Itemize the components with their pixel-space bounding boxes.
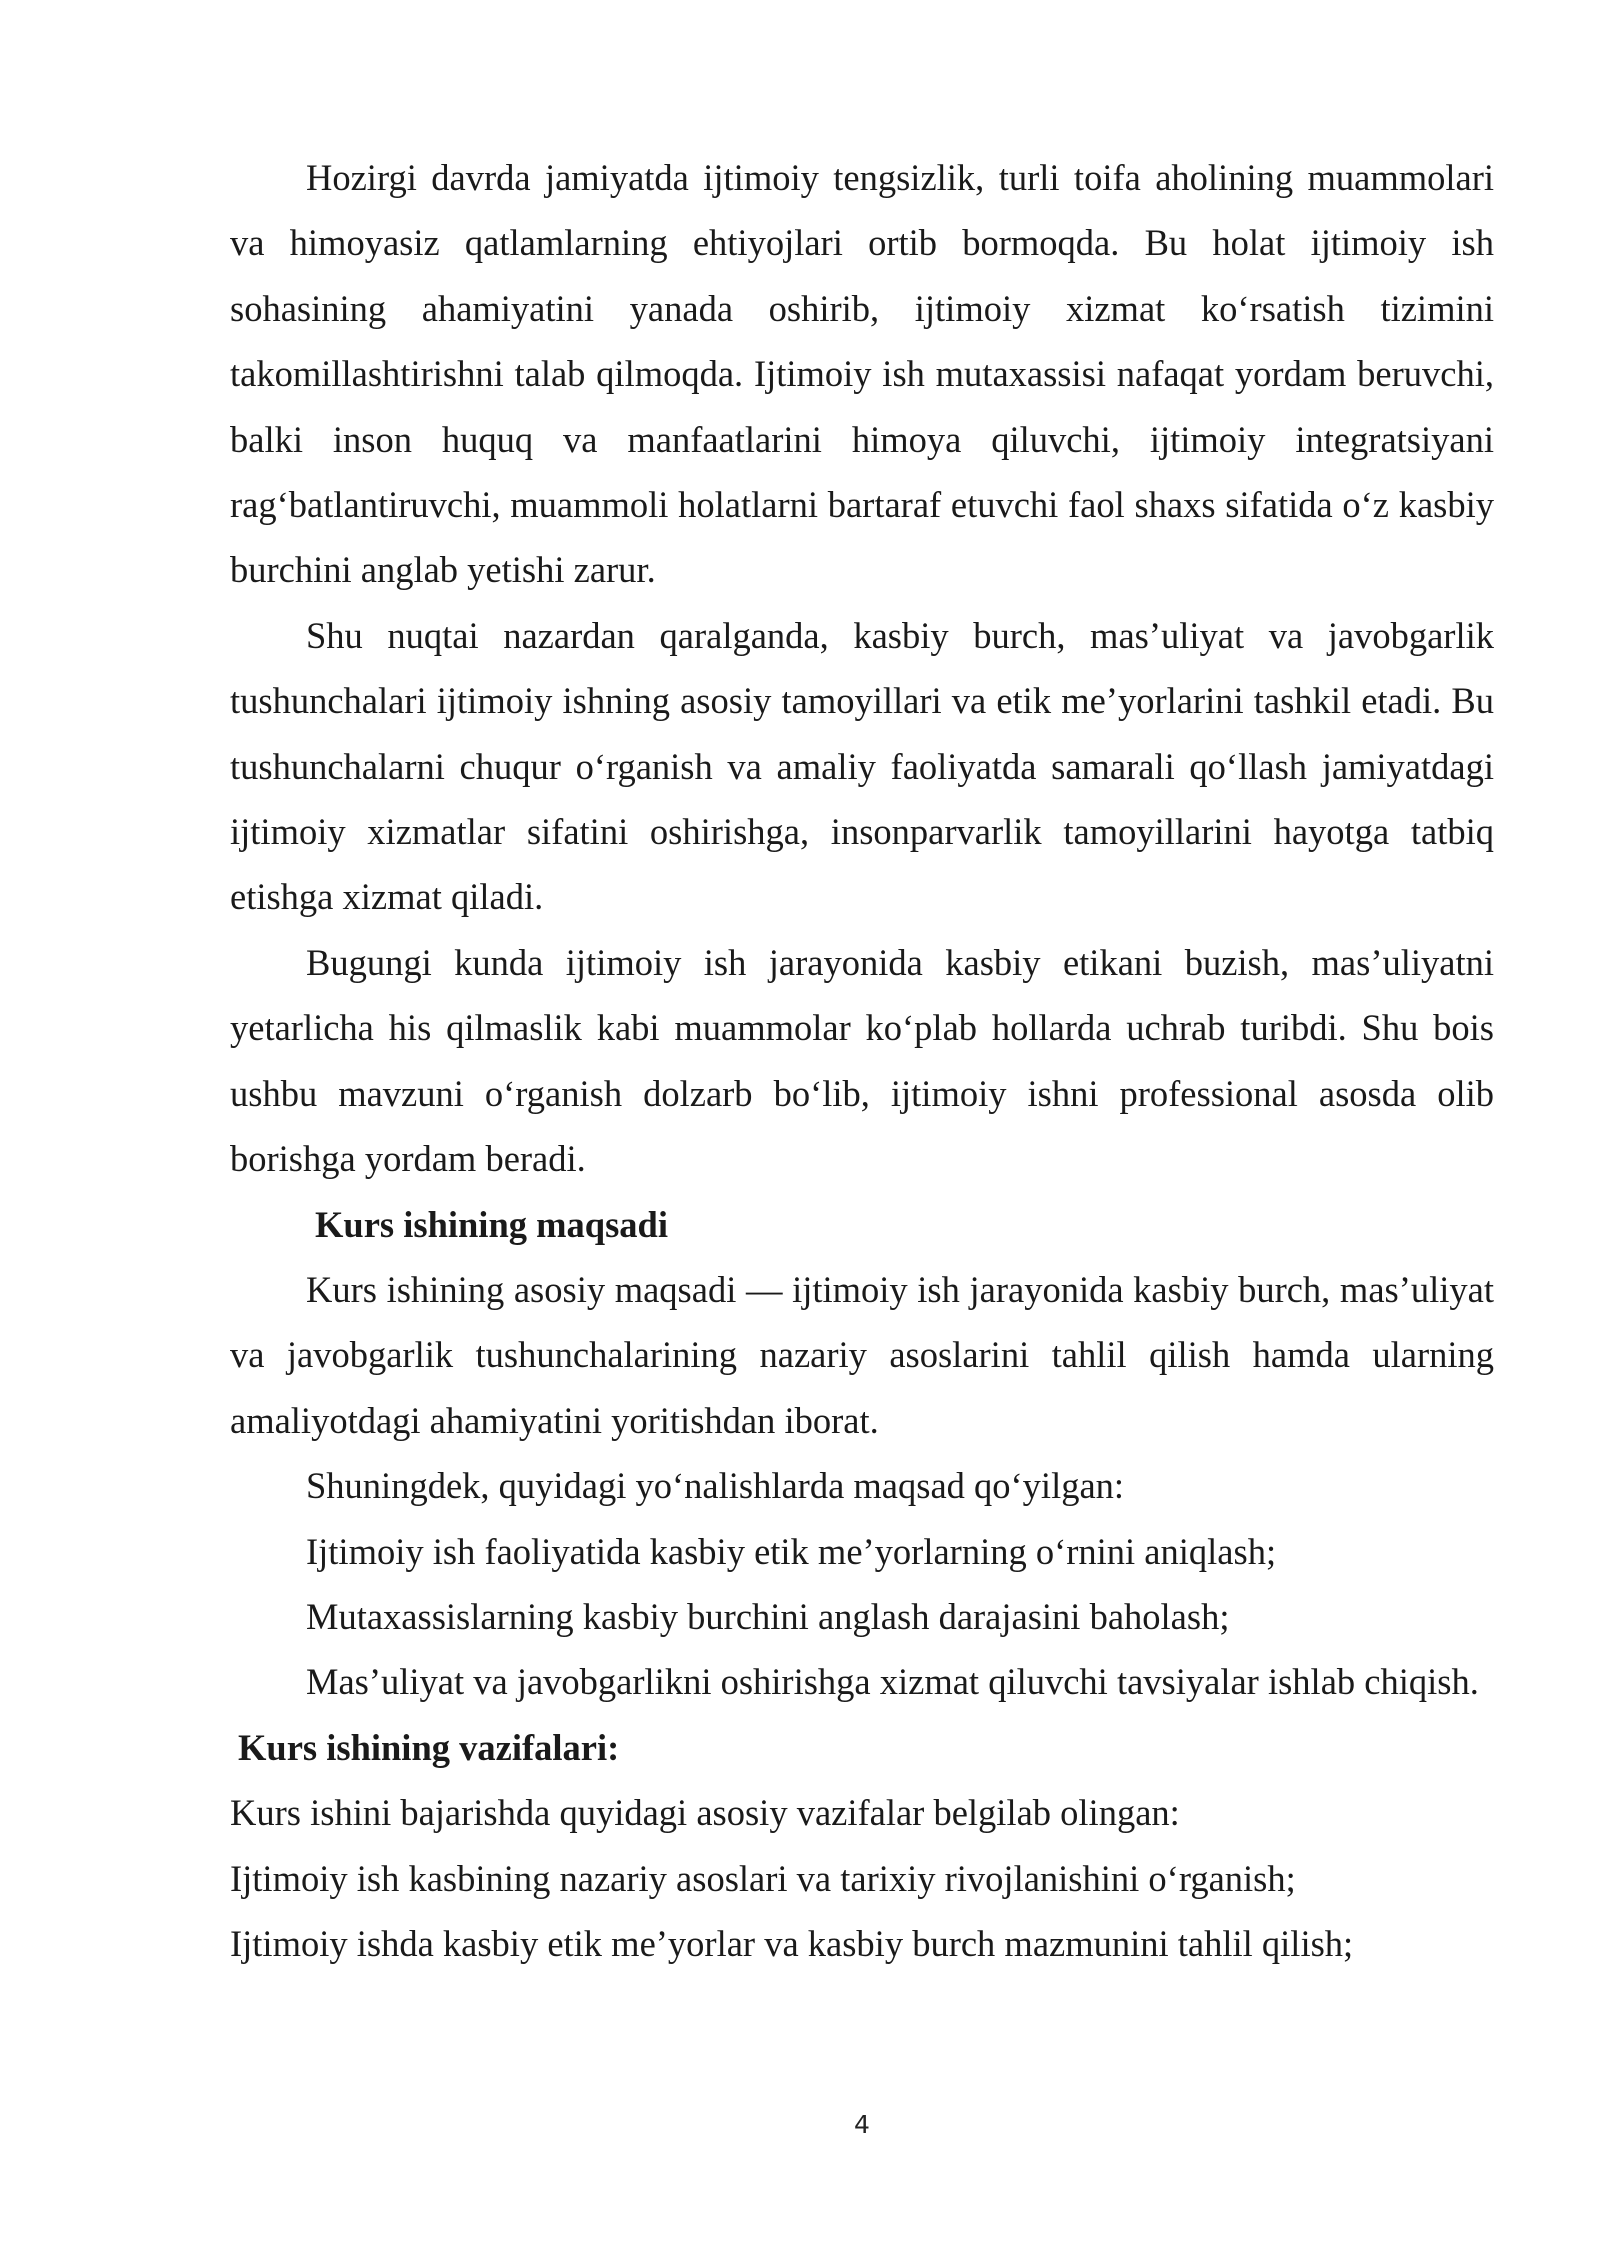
goal-item: Ijtimoiy ish faoliyatida kasbiy etik me’yorlarning o‘rnini aniqlash; [306, 1530, 1277, 1572]
page-body [230, 145, 1494, 1976]
paragraph-relevance: Bugungi kunda ijtimoiy ish jarayonida kasbiy etikani buzish, mas’uliyatni yetarlicha his qilmaslik kabi muammolar ko‘plab hollarda uchrab turibdi. Shu bois ushbu mavzuni o‘rganish dolzarb bo‘lib, ijtimoiy ishni professional asosda olib borishga yordam beradi. [230, 941, 1494, 1180]
paragraph-goal: Kurs ishining asosiy maqsadi — ijtimoiy ish jarayonida kasbiy burch, mas’uliyat va javobgarlik tushunchalarining nazariy asoslarini tahlil qilish hamda ularning amaliyotdagi ahamiyatini yoritishdan iborat. [230, 1268, 1494, 1441]
heading-course-goal: Kurs ishining maqsadi [315, 1203, 668, 1245]
goal-intro-line: Shuningdek, quyidagi yo‘nalishlarda maqsad qo‘yilgan: [306, 1465, 1125, 1507]
goal-item: Mutaxassislarning kasbiy burchini anglash darajasini baholash; [306, 1595, 1230, 1637]
task-item: Ijtimoiy ishda kasbiy etik me’yorlar va kasbiy burch mazmunini tahlil qilish; [230, 1922, 1354, 1964]
paragraph-concepts: Shu nuqtai nazardan qaralganda, kasbiy burch, mas’uliyat va javobgarlik tushunchalari ijtimoiy ishning asosiy tamoyillari va etik me’yorlarini tashkil etadi. Bu tushunchalarni chuqur o‘rganish va amaliy faoliyatda samarali qo‘llash jamiyatdagi ijtimoiy xizmatlar sifatini oshirishga, insonparvarlik tamoyillarini hayotga tatbiq etishga xizmat qiladi. [230, 614, 1494, 918]
page-number: 4 [854, 2110, 870, 2139]
paragraph-introduction: Hozirgi davrda jamiyatda ijtimoiy tengsizlik, turli toifa aholining muammolari va himoyasiz qatlamlarning ehtiyojlari ortib bormoqda. Bu holat ijtimoiy ish sohasining ahamiyatini yanada oshirib, ijtimoiy xizmat ko‘rsatish tizimini takomillashtirishni talab qilmoqda. Ijtimoiy ish mutaxassisi nafaqat yordam beruvchi, balki inson huquq va manfaatlarini himoya qiluvchi, ijtimoiy integratsiyani rag‘batlantiruvchi, muammoli holatlarni bartaraf etuvchi faol shaxs sifatida o‘z kasbiy burchini anglab yetishi zarur. [230, 157, 1494, 591]
tasks-intro-line: Kurs ishini bajarishda quyidagi asosiy vazifalar belgilab olingan: [230, 1792, 1180, 1834]
task-item: Ijtimoiy ish kasbining nazariy asoslari va tarixiy rivojlanishini o‘rganish; [230, 1857, 1296, 1899]
heading-course-tasks: Kurs ishining vazifalari: [238, 1726, 620, 1768]
goal-item: Mas’uliyat va javobgarlikni oshirishga xizmat qiluvchi tavsiyalar ishlab chiqish. [306, 1661, 1479, 1703]
